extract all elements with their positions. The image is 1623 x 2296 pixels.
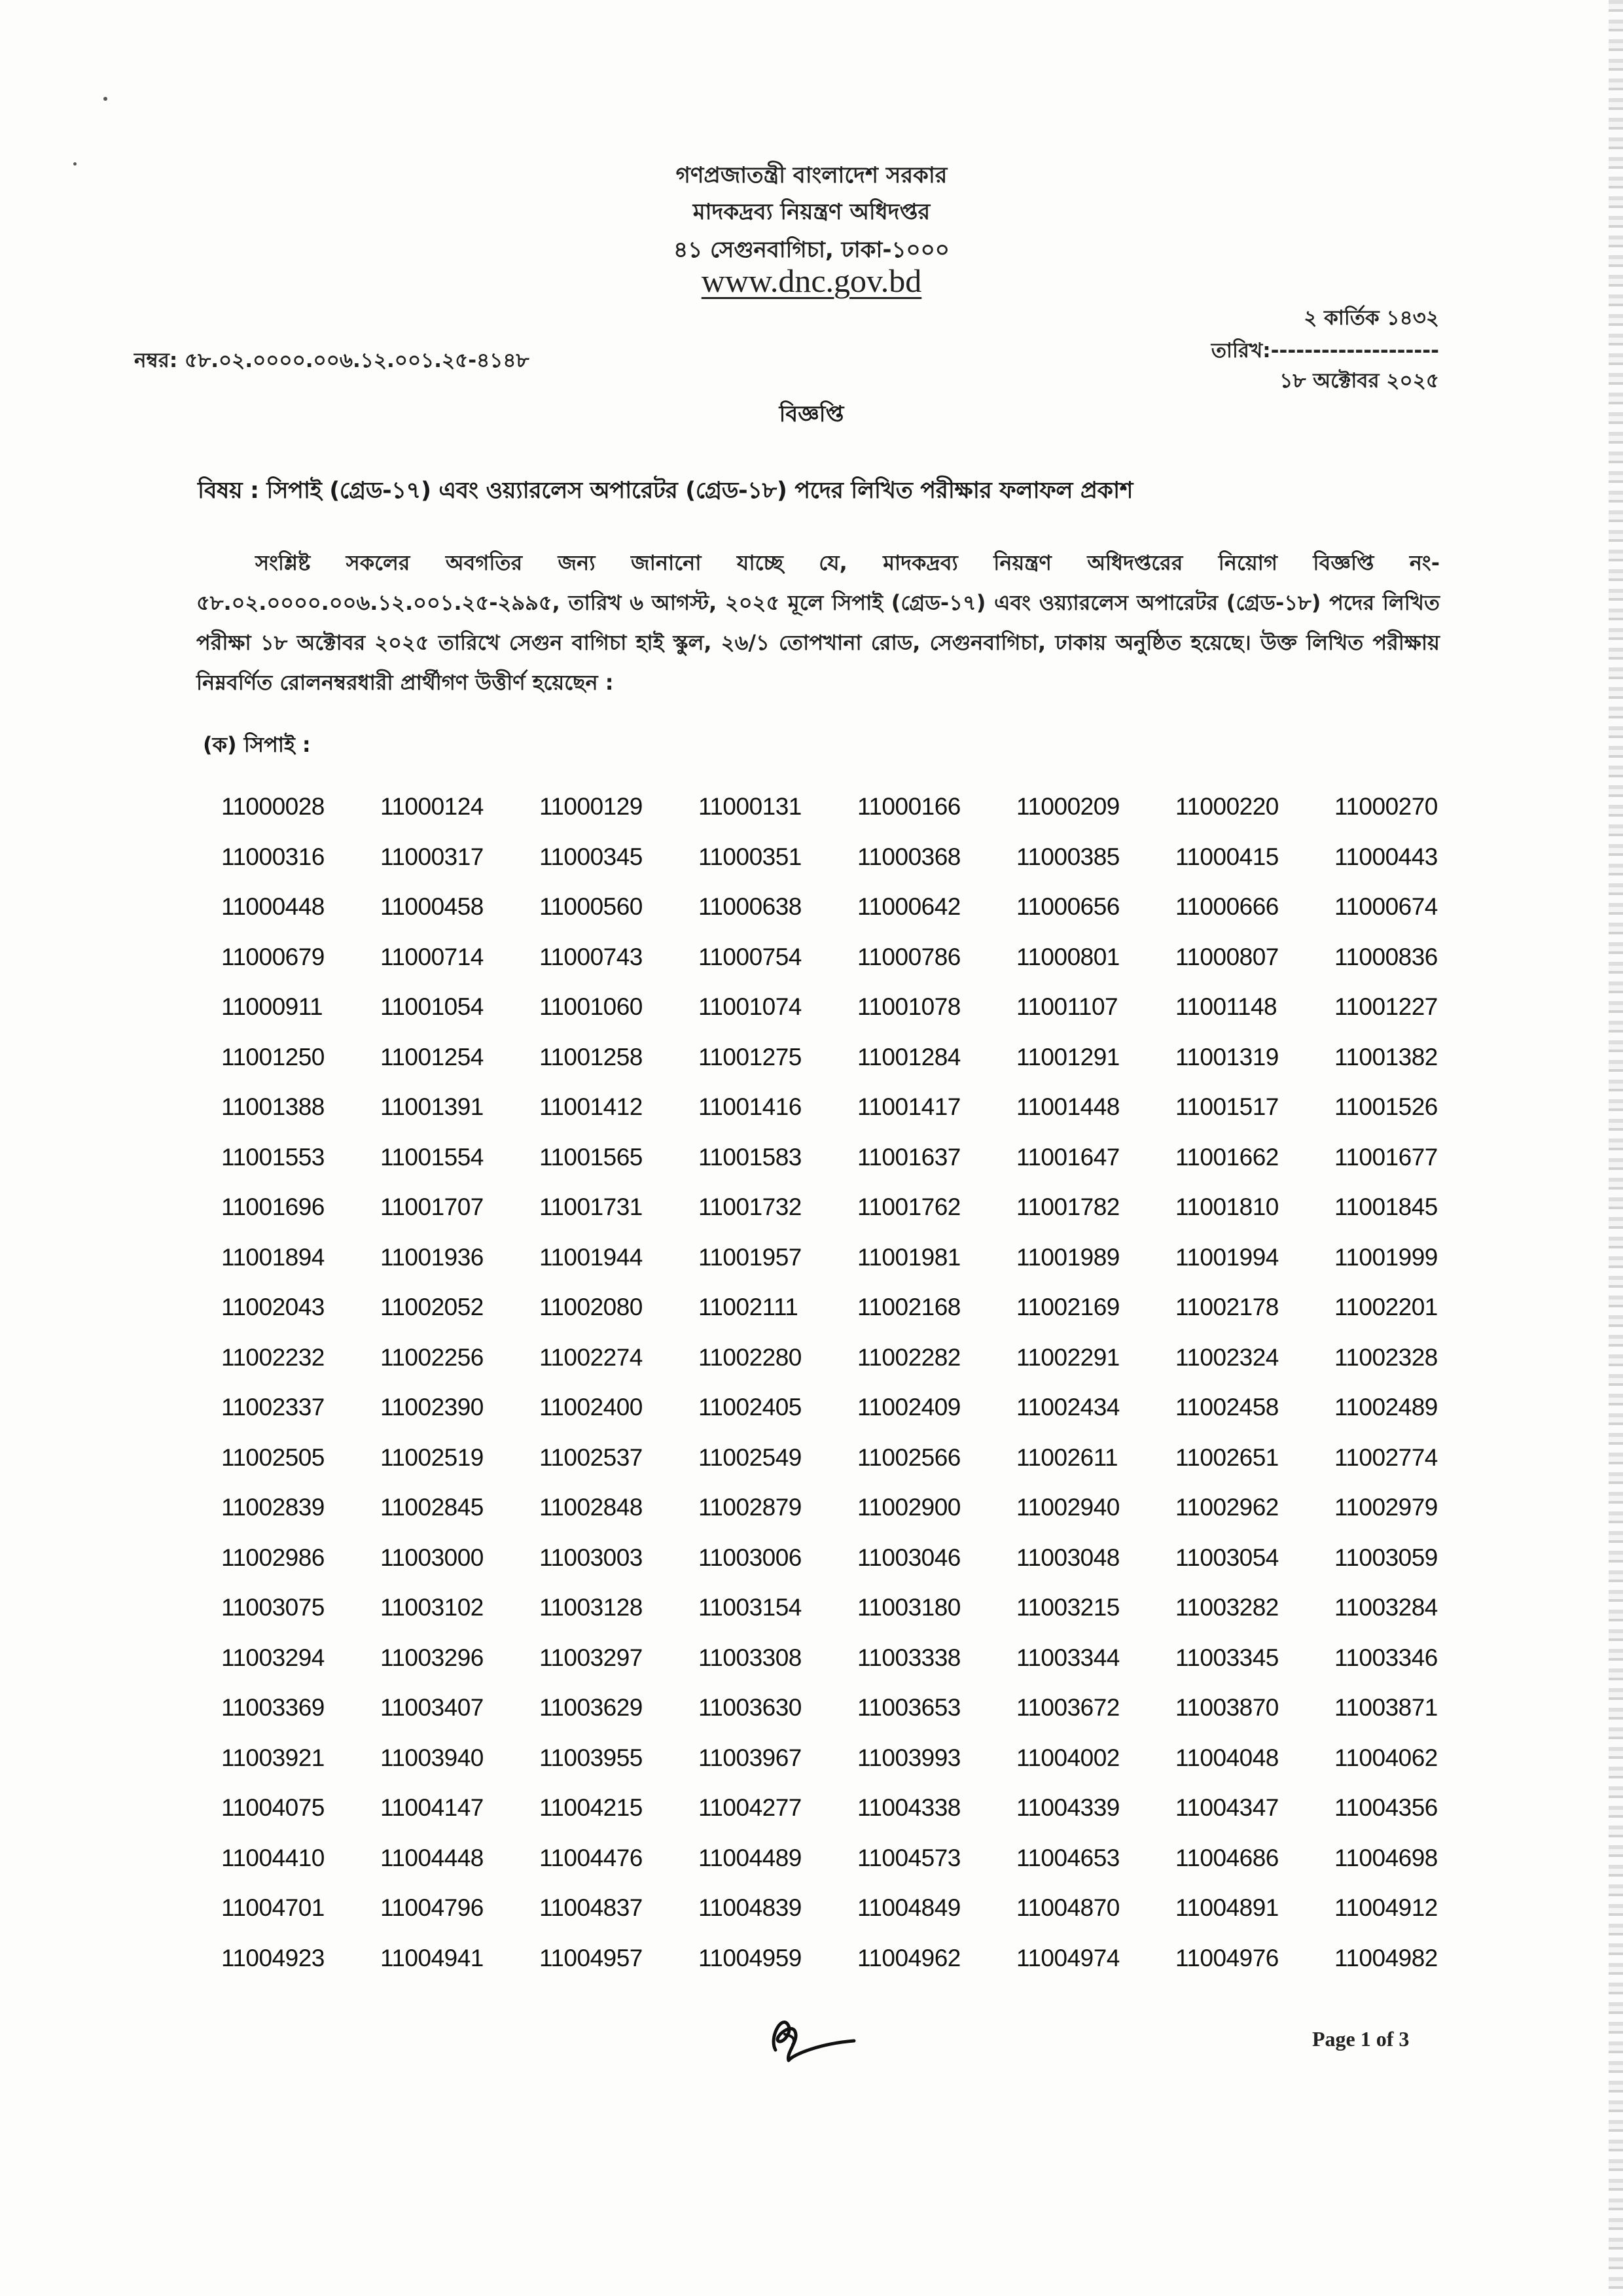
table-row: [221, 1733, 1504, 1784]
roll-number: 11000415: [1175, 843, 1279, 870]
roll-number: 11000560: [539, 893, 643, 921]
roll-number: 11000129: [539, 793, 643, 821]
roll-number: 11000317: [380, 843, 484, 870]
roll-number: 11001894: [221, 1243, 325, 1271]
roll-number: 11002537: [539, 1443, 643, 1471]
roll-number: 11003870: [1175, 1694, 1279, 1722]
table-row: [221, 882, 1504, 932]
roll-number: 11003000: [380, 1544, 484, 1571]
roll-number: 11004701: [221, 1894, 325, 1922]
roll-number: 11001731: [539, 1193, 643, 1221]
table-row: [221, 1182, 1504, 1233]
roll-number: 11001291: [1016, 1043, 1120, 1070]
roll-number: 11004062: [1334, 1744, 1438, 1771]
roll-number: 11001762: [857, 1193, 961, 1221]
roll-number: 11004837: [539, 1894, 643, 1922]
roll-number: 11002458: [1175, 1394, 1279, 1421]
roll-number: 11004959: [698, 1944, 802, 1971]
roll-number: 11003871: [1334, 1694, 1438, 1722]
roll-number: 11000674: [1334, 893, 1438, 921]
roll-number: 11001526: [1334, 1093, 1438, 1121]
table-row: [221, 1883, 1504, 1934]
roll-number: 11001250: [221, 1043, 325, 1070]
roll-number: 11001957: [698, 1243, 802, 1271]
date-bangla: ২ কার্তিক ১৪৩২: [1304, 306, 1439, 330]
roll-number: 11001637: [857, 1143, 961, 1171]
roll-number: 11003653: [857, 1694, 961, 1722]
roll-number: 11001994: [1175, 1243, 1279, 1271]
table-row: [221, 832, 1504, 883]
roll-number: 11003630: [698, 1694, 802, 1722]
roll-number: 11001677: [1334, 1143, 1438, 1171]
roll-number: 11003955: [539, 1744, 643, 1771]
roll-number: 11000656: [1016, 893, 1120, 921]
roll-number: 11000385: [1016, 843, 1120, 870]
roll-number: 11002201: [1334, 1294, 1438, 1321]
roll-number: 11003296: [380, 1644, 484, 1671]
roll-number: 11002400: [539, 1394, 643, 1421]
roll-number: 11004923: [221, 1944, 325, 1971]
roll-number: 11002080: [539, 1294, 643, 1321]
roll-number: 11004573: [857, 1844, 961, 1871]
roll-number: 11003180: [857, 1594, 961, 1621]
roll-number: 11004410: [221, 1844, 325, 1871]
letterhead-government: গণপ্রজাতন্ত্রী বাংলাদেশ সরকার: [675, 162, 948, 188]
signature-icon: [762, 2012, 874, 2071]
roll-number: 11003048: [1016, 1544, 1120, 1571]
roll-number: 11001981: [857, 1243, 961, 1271]
roll-number: 11002232: [221, 1343, 325, 1371]
roll-number: 11000351: [698, 843, 802, 870]
roll-number: 11002178: [1175, 1294, 1279, 1321]
roll-number: 11004489: [698, 1844, 802, 1871]
roll-number: 11002566: [857, 1443, 961, 1471]
roll-number: 11001845: [1334, 1193, 1438, 1221]
roll-number: 11001554: [380, 1143, 484, 1171]
table-row: [221, 1483, 1504, 1533]
roll-number: 11000345: [539, 843, 643, 870]
roll-number: 11000368: [857, 843, 961, 870]
roll-number: 11002519: [380, 1443, 484, 1471]
roll-number: 11001412: [539, 1093, 643, 1121]
roll-number: 11003006: [698, 1544, 802, 1571]
section-label-sepoy: (ক) সিপাই :: [203, 732, 311, 757]
roll-number: 11002879: [698, 1494, 802, 1521]
roll-number: 11004476: [539, 1844, 643, 1871]
roll-number-table: [221, 782, 1504, 1983]
notice-body-text: সংশ্লিষ্ট সকলের অবগতির জন্য জানানো যাচ্ছে যে, মাদকদ্রব্য নিয়ন্ত্রণ অধিদপ্তরের নিয়োগ বিজ্ঞপ্তি নং- ৫৮.০২.০০০০.০০৬.১২.০০১.২৫-২৯৯৫, তারিখ ৬ আগস্ট, ২০২৫ মূলে সিপাই (গ্রেড-১৭) এবং ওয়্যারলেস অপারেটর (গ্রেড-১৮) পদের লিখিত পরীক্ষা ১৮ অক্টোবর ২০২৫ তারিখে সেগুন বাগিচা হাই স্কুল, ২৬/১ তোপখানা রোড, সেগুনবাগিচা, ঢাকায় অনুষ্ঠিত হয়েছে। উক্ত লিখিত পরীক্ষায় নিম্নবর্ণিত রোলনম্বরধারী প্রার্থীগণ উত্তীর্ণ হয়েছেন :: [196, 550, 1440, 695]
roll-number: 11003284: [1334, 1594, 1438, 1621]
roll-number: 11004839: [698, 1894, 802, 1922]
roll-number: 11000911: [221, 993, 323, 1021]
roll-number: 11001553: [221, 1143, 325, 1171]
table-row: [221, 1282, 1504, 1333]
roll-number: 11000443: [1334, 843, 1438, 870]
roll-number: 11001732: [698, 1193, 802, 1221]
roll-number: 11001382: [1334, 1043, 1438, 1070]
roll-number: 11001782: [1016, 1193, 1120, 1221]
roll-number: 11001662: [1175, 1143, 1279, 1171]
roll-number: 11001227: [1334, 993, 1438, 1021]
roll-number: 11002986: [221, 1544, 325, 1571]
roll-number: 11001944: [539, 1243, 643, 1271]
roll-number: 11000754: [698, 943, 802, 970]
roll-number: 11000786: [857, 943, 961, 970]
roll-number: 11002280: [698, 1343, 802, 1371]
table-row: [221, 1033, 1504, 1083]
roll-number: 11004974: [1016, 1944, 1120, 1971]
roll-number: 11002337: [221, 1394, 325, 1421]
roll-number: 11004982: [1334, 1944, 1438, 1971]
roll-number: 11002505: [221, 1443, 325, 1471]
roll-number: 11004347: [1175, 1794, 1279, 1822]
roll-number: 11004870: [1016, 1894, 1120, 1922]
roll-number: 11000801: [1016, 943, 1120, 970]
roll-number: 11004075: [221, 1794, 325, 1822]
roll-number: 11001696: [221, 1193, 325, 1221]
roll-number: 11001810: [1175, 1193, 1279, 1221]
roll-number: 11004957: [539, 1944, 643, 1971]
roll-number: 11004653: [1016, 1844, 1120, 1871]
roll-number: 11001078: [857, 993, 961, 1021]
roll-number: 11003993: [857, 1744, 961, 1771]
roll-number: 11002282: [857, 1343, 961, 1371]
roll-number: 11001275: [698, 1043, 802, 1070]
roll-number: 11004448: [380, 1844, 484, 1871]
roll-number: 11001107: [1016, 993, 1118, 1021]
roll-number: 11002390: [380, 1394, 484, 1421]
date-english: ১৮ অক্টোবর ২০২৫: [1279, 369, 1439, 393]
letterhead-website[interactable]: [0, 262, 1623, 300]
roll-number: 11004698: [1334, 1844, 1438, 1871]
table-row: [221, 932, 1504, 983]
roll-number: 11002111: [698, 1294, 798, 1321]
roll-number: 11003967: [698, 1744, 802, 1771]
roll-number: 11000743: [539, 943, 643, 970]
roll-number: 11003369: [221, 1694, 325, 1722]
roll-number: 11000166: [857, 793, 961, 821]
notice-subject: বিষয় : সিপাই (গ্রেড-১৭) এবং ওয়্যারলেস অপারেটর (গ্রেড-১৮) পদের লিখিত পরীক্ষার ফলাফল প্রকাশ: [198, 478, 1133, 504]
roll-number: 11003344: [1016, 1644, 1120, 1671]
roll-number: 11001448: [1016, 1093, 1120, 1121]
roll-number: 11001060: [539, 993, 643, 1021]
roll-number: 11004048: [1175, 1744, 1279, 1771]
table-row: [221, 1333, 1504, 1383]
roll-number: 11001936: [380, 1243, 484, 1271]
roll-number: 11003921: [221, 1744, 325, 1771]
roll-number: 11003629: [539, 1694, 643, 1722]
roll-number: 11004941: [380, 1944, 484, 1971]
roll-number: 11000124: [380, 793, 484, 821]
roll-number: 11004849: [857, 1894, 961, 1922]
table-row: [221, 1583, 1504, 1633]
roll-number: 11001388: [221, 1093, 325, 1121]
roll-number: 11000642: [857, 893, 961, 921]
roll-number: 11002979: [1334, 1494, 1438, 1521]
roll-number: 11002774: [1334, 1443, 1438, 1471]
roll-number: 11002168: [857, 1294, 961, 1321]
roll-number: 11004277: [698, 1794, 802, 1822]
roll-number: 11002043: [221, 1294, 325, 1321]
roll-number: 11003338: [857, 1644, 961, 1671]
roll-number: 11001999: [1334, 1243, 1438, 1271]
roll-number: 11001284: [857, 1043, 961, 1070]
roll-number: 11003154: [698, 1594, 802, 1621]
page-indicator: Page 1 of 3: [1312, 2027, 1410, 2051]
roll-number: 11000028: [221, 793, 325, 821]
roll-number: 11003046: [857, 1544, 961, 1571]
roll-number: 11003345: [1175, 1644, 1279, 1671]
website-link[interactable]: www.dnc.gov.bd: [701, 262, 922, 299]
roll-number: 11003308: [698, 1644, 802, 1671]
table-row: [221, 1533, 1504, 1583]
roll-number: 11002328: [1334, 1343, 1438, 1371]
roll-number: 11003075: [221, 1594, 325, 1621]
letterhead-address: ৪১ সেগুনবাগিচা, ঢাকা-১০০০: [673, 237, 950, 263]
roll-number: 11000638: [698, 893, 802, 921]
roll-number: 11003102: [380, 1594, 484, 1621]
roll-number: 11001517: [1175, 1093, 1279, 1121]
table-row: [221, 1383, 1504, 1433]
scan-speck: [103, 97, 107, 101]
roll-number: 11001417: [857, 1093, 961, 1121]
roll-number: 11004976: [1175, 1944, 1279, 1971]
roll-number: 11000679: [221, 943, 325, 970]
roll-number: 11004686: [1175, 1844, 1279, 1871]
roll-number: 11001258: [539, 1043, 643, 1070]
roll-number: 11003282: [1175, 1594, 1279, 1621]
roll-number: 11003003: [539, 1544, 643, 1571]
roll-number: 11001319: [1175, 1043, 1279, 1070]
roll-number: 11000209: [1016, 793, 1120, 821]
roll-number: 11001416: [698, 1093, 802, 1121]
roll-number: 11000448: [221, 893, 325, 921]
roll-number: 11002651: [1175, 1443, 1279, 1471]
roll-number: 11003407: [380, 1694, 484, 1722]
roll-number: 11001054: [380, 993, 484, 1021]
roll-number: 11002549: [698, 1443, 802, 1471]
roll-number: 11002962: [1175, 1494, 1279, 1521]
scan-edge-shadow: [1609, 0, 1623, 2296]
roll-number: 11003294: [221, 1644, 325, 1671]
roll-number: 11000836: [1334, 943, 1438, 970]
roll-number: 11002611: [1016, 1443, 1118, 1471]
roll-number: 11004215: [539, 1794, 643, 1822]
roll-number: 11000666: [1175, 893, 1279, 921]
roll-number: 11002940: [1016, 1494, 1120, 1521]
table-row: [221, 1934, 1504, 1984]
roll-number: 11003346: [1334, 1644, 1438, 1671]
roll-number: 11001565: [539, 1143, 643, 1171]
roll-number: 11003054: [1175, 1544, 1279, 1571]
roll-number: 11000458: [380, 893, 484, 921]
roll-number: 11002489: [1334, 1394, 1438, 1421]
roll-number: 11000220: [1175, 793, 1279, 821]
table-row: [221, 1833, 1504, 1884]
table-row: [221, 982, 1504, 1033]
roll-number: 11002256: [380, 1343, 484, 1371]
roll-number: 11002900: [857, 1494, 961, 1521]
roll-number: 11004962: [857, 1944, 961, 1971]
table-row: [221, 1433, 1504, 1483]
date-label: তারিখ:--------------------: [1211, 339, 1439, 362]
roll-number: 11001647: [1016, 1143, 1120, 1171]
roll-number: 11001074: [698, 993, 802, 1021]
roll-number: 11004338: [857, 1794, 961, 1822]
table-row: [221, 1633, 1504, 1684]
letterhead-department: মাদকদ্রব্য নিয়ন্ত্রণ অধিদপ্তর: [692, 199, 931, 225]
roll-number: 11002848: [539, 1494, 643, 1521]
roll-number: 11004796: [380, 1894, 484, 1922]
table-row: [221, 1082, 1504, 1133]
memo-number: নম্বর: ৫৮.০২.০০০০.০০৬.১২.০০১.২৫-৪১৪৮: [134, 349, 529, 372]
roll-number: 11002291: [1016, 1343, 1120, 1371]
table-row: [221, 1133, 1504, 1183]
roll-number: 11003215: [1016, 1594, 1120, 1621]
notice-title: বিজ্ঞপ্তি: [779, 401, 844, 427]
table-row: [221, 1683, 1504, 1733]
roll-number: 11002405: [698, 1394, 802, 1421]
roll-number: 11003128: [539, 1594, 643, 1621]
roll-number: 11001254: [380, 1043, 484, 1070]
roll-number: 11001707: [380, 1193, 484, 1221]
roll-number: 11004356: [1334, 1794, 1438, 1822]
table-row: [221, 782, 1504, 832]
roll-number: 11003672: [1016, 1694, 1120, 1722]
roll-number: 11003297: [539, 1644, 643, 1671]
roll-number: 11004002: [1016, 1744, 1120, 1771]
roll-number: 11003059: [1334, 1544, 1438, 1571]
roll-number: 11004147: [380, 1794, 484, 1822]
roll-number: 11002409: [857, 1394, 961, 1421]
roll-number: 11002434: [1016, 1394, 1120, 1421]
table-row: [221, 1233, 1504, 1283]
roll-number: 11002324: [1175, 1343, 1279, 1371]
roll-number: 11000714: [380, 943, 484, 970]
table-row: [221, 1783, 1504, 1833]
notice-body: [196, 543, 1440, 703]
roll-number: 11000270: [1334, 793, 1438, 821]
roll-number: 11002839: [221, 1494, 325, 1521]
roll-number: 11003940: [380, 1744, 484, 1771]
roll-number: 11002845: [380, 1494, 484, 1521]
roll-number: 11001391: [380, 1093, 484, 1121]
roll-number: 11001989: [1016, 1243, 1120, 1271]
roll-number: 11004912: [1334, 1894, 1438, 1922]
roll-number: 11001583: [698, 1143, 802, 1171]
roll-number: 11000131: [698, 793, 802, 821]
roll-number: 11002052: [380, 1294, 484, 1321]
roll-number: 11001148: [1175, 993, 1277, 1021]
roll-number: 11004891: [1175, 1894, 1279, 1922]
roll-number: 11004339: [1016, 1794, 1120, 1822]
roll-number: 11000807: [1175, 943, 1279, 970]
roll-number: 11002274: [539, 1343, 643, 1371]
roll-number: 11000316: [221, 843, 325, 870]
roll-number: 11002169: [1016, 1294, 1120, 1321]
